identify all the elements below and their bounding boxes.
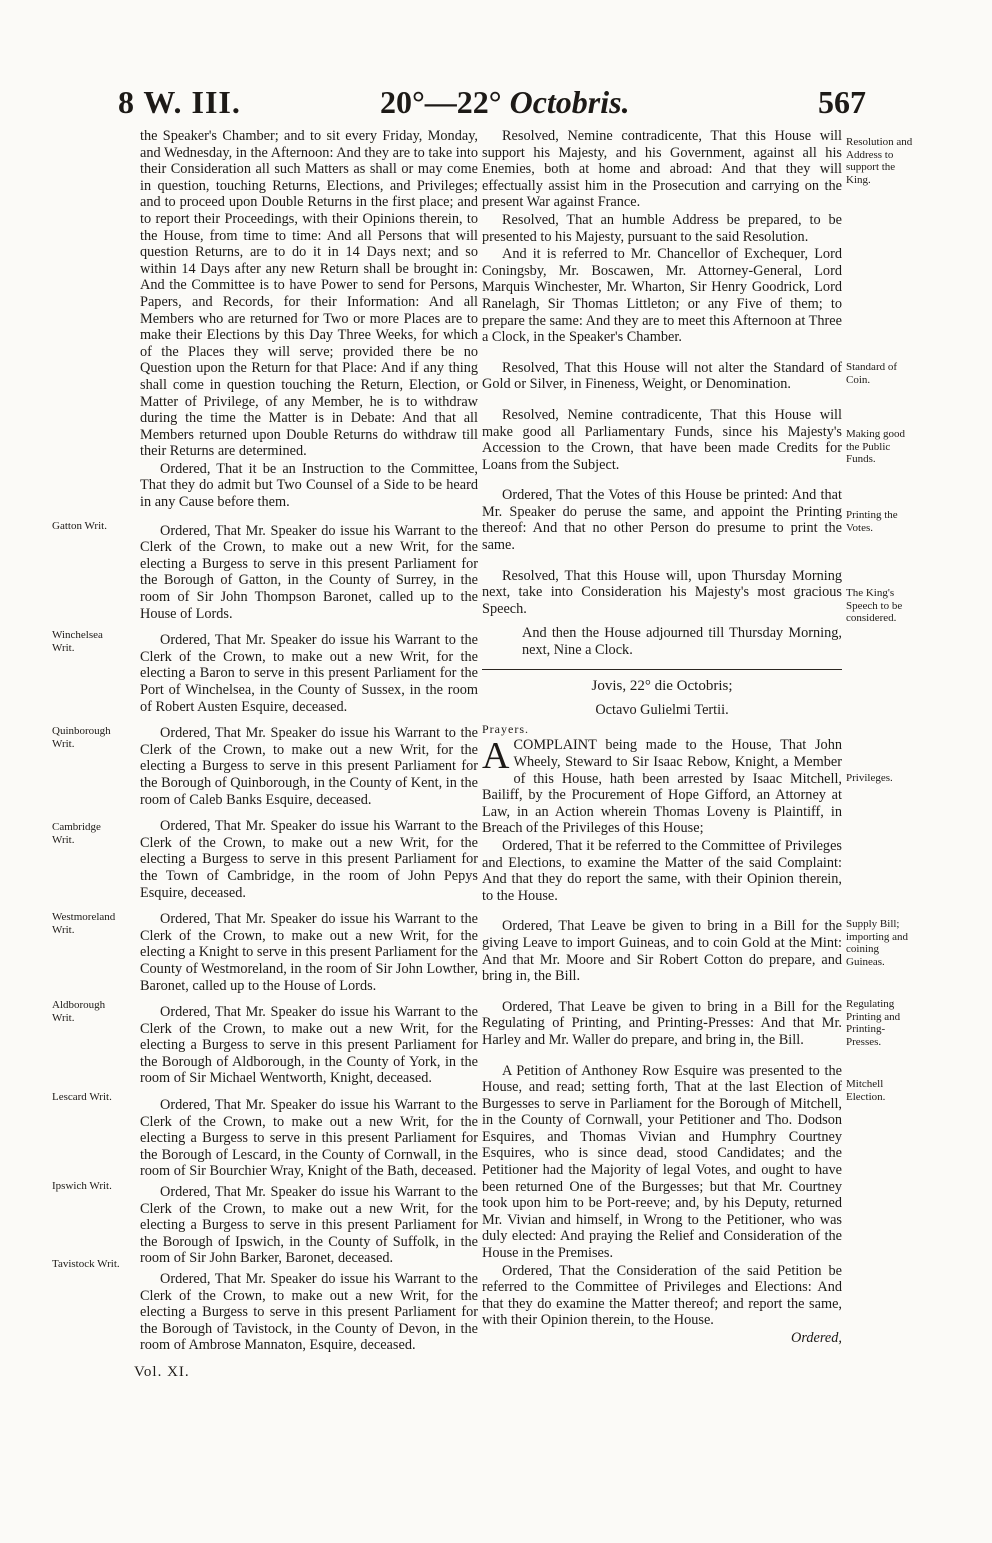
left-column [140,128,478,1354]
writ-lescard: Ordered, That Mr. Speaker do issue his Warrant to the Clerk of the Crown, to make out a new Writ, for the electing a Burgess to serve in this present Parliament for the Borough of Lescard, in the County of Cornwall, in the room of Sir Bourchier Wray, Knight of the Bath, deceased. [140,1097,478,1180]
margin-note-mitchell: Mitchell Election. [846,1078,886,1103]
margin-note-westmoreland: Westmoreland Writ. [52,911,116,936]
writ-ipswich: Ordered, That Mr. Speaker do issue his Warrant to the Clerk of the Crown, to make out a new Writ, for the electing a Burgess to serve in this present Parliament for the Borough of Ipswich, in the County of Suffolk, in the room of Sir John Barker, Baronet, deceased. [140,1184,478,1267]
order-refer-complaint: Ordered, That it be referred to the Committee of Privileges and Elections, to examine the Matter of the said Complaint: And that they do report the same, with their Opinion therein, to the House. [482,837,842,904]
writ-gatton: Ordered, That Mr. Speaker do issue his Warrant to the Clerk of the Crown, to make out a new Writ, for the electing a Burgess to serve in this present Parliament for the Borough of Gatton, in the County of Surrey, in the room of Sir John Thompson Baronet, called up to the House of Lords. [140,522,478,622]
complaint-text: COMPLAINT being made to the House, That John Wheely, Steward to Sir Isaac Rebow, Knight, a Member of this House, hath been arrested by Isaac Mitchell, Bailiff, by the Procurement of Hope Gifford, an Attorney at Law, in an Action wherein Thomas Loveny is Plaintiff, in Breach of the Privileges of this House; [482,737,842,837]
date-heading [380,84,630,121]
margin-note-cambridge: Cambridge Writ. [52,821,101,846]
margin-note-tavistock: Tavistock Writ. [52,1258,120,1270]
regnal-heading: Octavo Gulielmi Tertii. [595,702,729,719]
margin-note-funds: Making good the Public Funds. [846,428,905,465]
committee-continuation: the Speaker's Chamber; and to sit every Friday, Monday, and Wednesday, in the Afternoon: And they are to take into their Consideration all such Matters as shall or may come in question, touching Returns, Elections, and Privileges; and to proceed upon Double Returns in the first place; and to report their Proceedings, with their Opinions therein, to the House, from time to time: And all Persons that will question Returns, are to do it in 14 Days next; and so within 14 Days after any new Return shall be brought in: And the Committee is to have Power to send for Persons, Papers, and Records, for their Information: And all Members who are returned for Two or more Places are to make their Elections by this Day Three Weeks, for which of the Places they will serve; provided there be no Question upon the Return for that Place: And if any thing shall come in question touching the Return, Election, or Matter of Privilege, of any Member, he is to withdraw during the time the Matter is in Debate: And that all Members returned upon Double Returns do withdraw till their Returns are determined. [140,128,478,460]
section-divider [482,669,842,670]
order-printing-votes: Ordered, That the Votes of this House be printed: And that Mr. Speaker do peruse the same, and appoint the Printing thereof: And that no other Person do presume to print the same. [482,487,842,554]
page-header [118,84,878,130]
catchword: Ordered, [791,1330,842,1346]
margin-note-privileges: Privileges. [846,772,893,784]
writ-tavistock: Ordered, That Mr. Speaker do issue his Warrant to the Clerk of the Crown, to make out a new Writ, for the electing a Burgess to serve in this present Parliament for the Borough of Tavistock, in the County of Devon, in the room of Ambrose Mannaton, Esquire, deceased. [140,1271,478,1354]
resolution-kings-speech: Resolved, That this House will, upon Thursday Morning next, take into Consideration his Majesty's most gracious Speech. [482,567,842,617]
order-printing-bill: Ordered, That Leave be given to bring in a Bill for the Regulating of Printing, and Printing-Presses: And that Mr. Harley and Mr. Waller do prepare, and bring in, the Bill. [482,998,842,1048]
right-column [482,128,842,1355]
volume-footer: Vol. XI. [134,1364,190,1380]
writ-aldborough: Ordered, That Mr. Speaker do issue his Warrant to the Clerk of the Crown, to make out a new Writ, for the electing a Burgess to serve in this present Parliament for the Borough of Aldborough, in the County of York, in the room of Sir Michael Wentworth, Knight, deceased. [140,1004,478,1087]
resolution-address: Resolved, That an humble Address be prepared, to be presented to his Majesty, pursuant to the said Resolution. [482,211,842,245]
order-refer-petition: Ordered, That the Consideration of the said Petition be referred to the Committee of Privileges and Elections: And that they do examine the Matter thereof; and report the same, with their Opinion therein, to the House. [482,1262,842,1329]
month-word: Octobris. [509,84,630,120]
margin-note-aldborough: Aldborough Writ. [52,999,106,1024]
margin-note-votes: Printing the Votes. [846,509,898,534]
margin-note-lescard: Lescard Writ. [52,1091,112,1103]
order-guineas-bill: Ordered, That Leave be given to bring in a Bill for the giving Leave to import Guineas, and to coin Gold at the Mint: And that Mr. Moore and Sir Robert Cotton do prepare, and bring in, the Bill. [482,918,842,985]
date-range: 20°—22° [380,84,502,120]
margin-note-printing: Regulating Printing and Printing-Presses. [846,998,901,1048]
writ-westmoreland: Ordered, That Mr. Speaker do issue his Warrant to the Clerk of the Crown, to make out a new Writ, for the electing a Knight to serve in this present Parliament for the County of Westmoreland, in the room of Sir John Lowther, Baronet, called up to the House of Lords. [140,911,478,994]
complaint-paragraph [482,737,842,837]
margin-note-quinborough: Quinborough Writ. [52,725,111,750]
writ-winchelsea: Ordered, That Mr. Speaker do issue his Warrant to the Clerk of the Crown, to make out a new Writ, for the electing a Baron to serve in this present Parliament for the Port of Winchelsea, in the County of Sussex, in the room of Robert Austen Esquire, deceased. [140,632,478,715]
address-committee: And it is referred to Mr. Chancellor of Exchequer, Lord Coningsby, Mr. Boscawen, Mr. Attorney-General, Lord Marquis Winchester, Mr. Wharton, Sir Henry Goodrick, Lord Ranelagh, Sir Thomas Littleton; or any Five of them; to prepare the same: And they are to meet this Afternoon at Three a Clock, in the Speaker's Chamber. [482,246,842,346]
resolution-public-funds: Resolved, Nemine contradicente, That this House will make good all Parliamentary Funds, since his Majesty's Accession to the Crown, that have been made Credits for Loans from the Subject. [482,406,842,473]
margin-note-resolution: Resolution and Address to support the King. [846,136,913,186]
adjournment: And then the House adjourned till Thursday Morning, next, Nine a Clock. [522,625,842,659]
regnal-year-heading: 8 W. III. [118,84,241,120]
drop-cap: A [482,735,510,778]
petition-anthoney-row: A Petition of Anthoney Row Esquire was presented to the House, and read; setting forth, That at the last Election of Burgesses to serve in Parliament for the Borough of Mitchell, in the County of Cornwall, your Petitioner and Tho. Dodson Esquires, and Thomas Vivian and Humphry Courtney Esquires, who is since dead, stood Candidates; and the Petitioner had the Majority of legal Votes, and ought to have been returned One of the Burgesses; but that Mr. Courtney took upon him to be Port-reeve; and, by his Deputy, returned Mr. Vivian and himself, in Wrong to the Petitioner, who was duly elected: And praying the Relief and Consideration of the House in the Premises. [482,1062,842,1262]
day-heading: Jovis, 22° die Octobris; [591,677,733,694]
page-number: 567 [818,84,866,120]
margin-note-speech: The King's Speech to be considered. [846,587,903,624]
margin-note-winchelsea: Winchelsea Writ. [52,629,103,654]
prayers-heading: Prayers. [482,721,529,736]
margin-note-supply: Supply Bill; importing and coining Guineas. [846,918,909,968]
margin-note-gatton: Gatton Writ. [52,520,107,532]
resolution-standard-coin: Resolved, That this House will not alter the Standard of Gold or Silver, in Fineness, Weight, or Denomination. [482,359,842,393]
writ-quinborough: Ordered, That Mr. Speaker do issue his Warrant to the Clerk of the Crown, to make out a new Writ, for the electing a Burgess to serve in this present Parliament for the Borough of Quinborough, in the County of Kent, in the room of Caleb Banks Esquire, deceased. [140,725,478,808]
counsel-instruction: Ordered, That it be an Instruction to the Committee, That they do admit but Two Counsel of a Side to be heard in any Cause before them. [140,460,478,511]
resolution-support-king: Resolved, Nemine contradicente, That this House will support his Majesty, and his Government, against all his Enemies, both at home and abroad: And that they will effectually assist him in the Prosecution and carrying on the present War against France. [482,128,842,211]
margin-note-ipswich: Ipswich Writ. [52,1180,112,1192]
writ-cambridge: Ordered, That Mr. Speaker do issue his Warrant to the Clerk of the Crown, to make out a new Writ, for the electing a Burgess to serve in this present Parliament for the Town of Cambridge, in the room of John Pepys Esquire, deceased. [140,818,478,901]
margin-note-standard: Standard of Coin. [846,361,898,386]
